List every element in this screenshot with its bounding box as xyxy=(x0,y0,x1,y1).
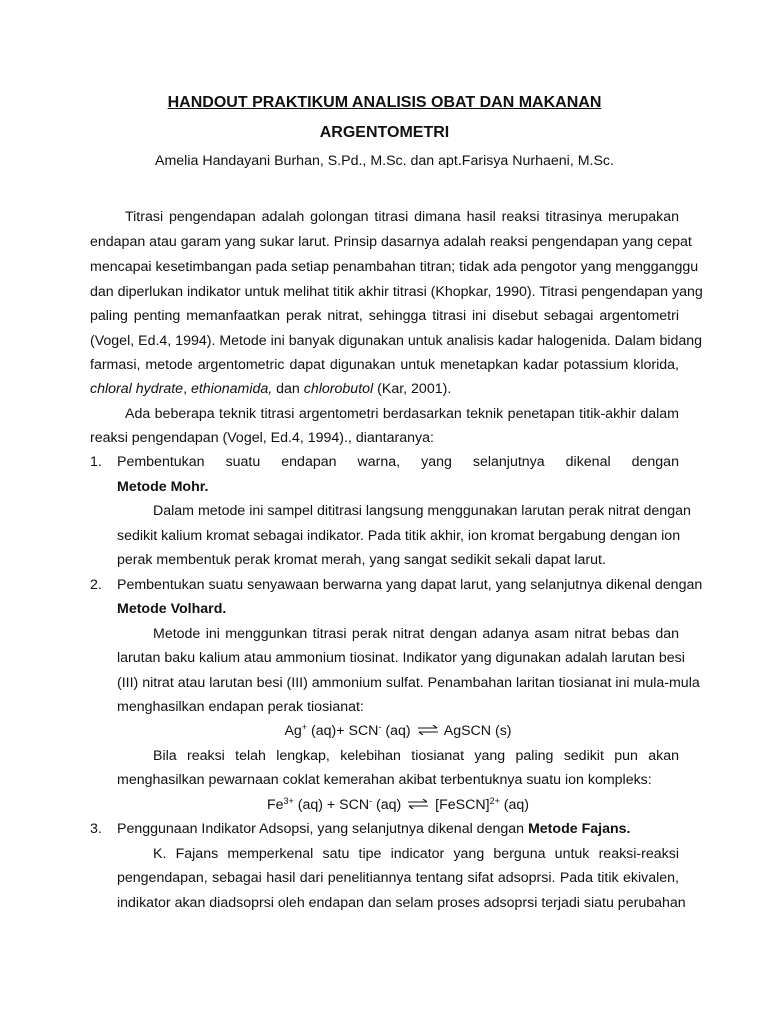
method-name: Metode Mohr. xyxy=(117,479,209,495)
list-number: 2. xyxy=(90,577,102,593)
intro-line: dan diperlukan indikator untuk melihat titik akhir titrasi (Khopkar, 1990). Titrasi pengendapan yang xyxy=(90,284,703,300)
description-line: K. Fajans memperkenal satu tipe indicator yang berguna untuk reaksi-reaksi xyxy=(153,846,679,862)
description-line: indikator akan diadsoprsi oleh endapan dan selam proses adsoprsi terjadi siatu perubahan xyxy=(117,895,686,911)
italic-term: chlorobutol xyxy=(303,381,374,397)
list-number: 1. xyxy=(90,454,102,470)
intro-line: reaksi pengendapan (Vogel, Ed.4, 1994)., diantaranya: xyxy=(90,430,434,446)
description-line: sedikit kalium kromat sebagai indikator. Pada titik akhir, ion kromat bergabung dengan ion xyxy=(117,528,681,544)
description-line: Metode ini menggunkan titrasi perak nitrat dengan adanya asam nitrat bebas dan xyxy=(153,626,679,642)
intro-line: farmasi, metode argentometric dapat digunakan untuk menetapkan kadar potassium klorida, xyxy=(90,357,679,373)
list-item-line: Penggunaan Indikator Adsopsi, yang selanjutnya dikenal dengan Metode Fajans. xyxy=(117,821,631,837)
method-name: Metode Volhard. xyxy=(117,601,227,617)
intro-line: (Vogel, Ed.4, 1994). Metode ini banyak digunakan untuk analisis kadar halogenida. Dalam bidang xyxy=(90,333,703,349)
equation-2: $Fe^{3+}$ (aq) + SCN- (aq) [FeSCN]$^{2+}$ (aq) xyxy=(266,796,530,813)
description-line: perak membentuk perak kromat merah, yang sangat sedikit sekali dapat larut. xyxy=(117,552,606,568)
description-line: Bila reaksi telah lengkap, kelebihan tiosianat yang paling sedikit pun akan xyxy=(153,748,679,764)
description-line: Dalam metode ini sampel dititrasi langsung menggunakan larutan perak nitrat dengan xyxy=(153,503,691,519)
italic-term: ethionamida, xyxy=(190,381,273,397)
equilibrium-arrow-icon xyxy=(417,725,439,735)
description-line: (III) nitrat atau larutan besi (III) ammonium sulfat. Penambahan laritan tiosianat ini mula-mula xyxy=(117,675,700,691)
description-line: pengendapan, sebagai hasil dari penelitiannya tentang sifat adsoprsi. Pada titik ekivalen, xyxy=(117,870,679,886)
authors: Amelia Handayani Burhan, S.Pd., M.Sc. dan apt.Farisya Nurhaeni, M.Sc. xyxy=(155,153,614,169)
description-line: menghasilkan pewarnaan coklat kemerahan akibat terbentuknya suatu ion kompleks: xyxy=(117,772,652,788)
list-item-line: Pembentukan suatu endapan warna, yang selanjutnya dikenal dengan xyxy=(117,454,679,470)
intro-line: Titrasi pengendapan adalah golongan titrasi dimana hasil reaksi titrasinya merupakan xyxy=(125,209,679,225)
list-item-line: Pembentukan suatu senyawaan berwarna yang dapat larut, yang selanjutnya dikenal dengan xyxy=(117,577,703,593)
description-line: menghasilkan endapan perak tiosianat: xyxy=(117,699,364,715)
intro-line: mencapai kesetimbangan pada setiap penambahan titran; tidak ada pengotor yang mengganggu xyxy=(90,259,699,275)
intro-line: endapan atau garam yang sukar larut. Prinsip dasarnya adalah reaksi pengendapan yang cepat xyxy=(90,234,692,250)
method-name: Metode Fajans. xyxy=(527,821,631,837)
intro-line: paling penting memanfaatkan perak nitrat, sehingga titrasi ini disebut sebagai argentometri xyxy=(90,308,679,324)
italic-term: chloral hydrate xyxy=(90,381,184,397)
document-title: HANDOUT PRAKTIKUM ANALISIS OBAT DAN MAKANAN xyxy=(167,94,602,111)
description-line: larutan baku kalium atau ammonium tiosinat. Indikator yang digunakan adalah larutan besi xyxy=(117,650,685,666)
intro-line: Ada beberapa teknik titrasi argentometri berdasarkan teknik penetapan titik-akhir dalam xyxy=(125,406,679,422)
intro-line: chloral hydrate, ethionamida, dan chlorobutol (Kar, 2001). xyxy=(90,381,452,397)
equilibrium-arrow-icon xyxy=(407,799,429,809)
list-number: 3. xyxy=(90,821,102,837)
document-subtitle: ARGENTOMETRI xyxy=(319,124,450,141)
equation-1: Ag+ (aq)+ SCN- (aq) AgSCN (s) xyxy=(284,722,512,739)
